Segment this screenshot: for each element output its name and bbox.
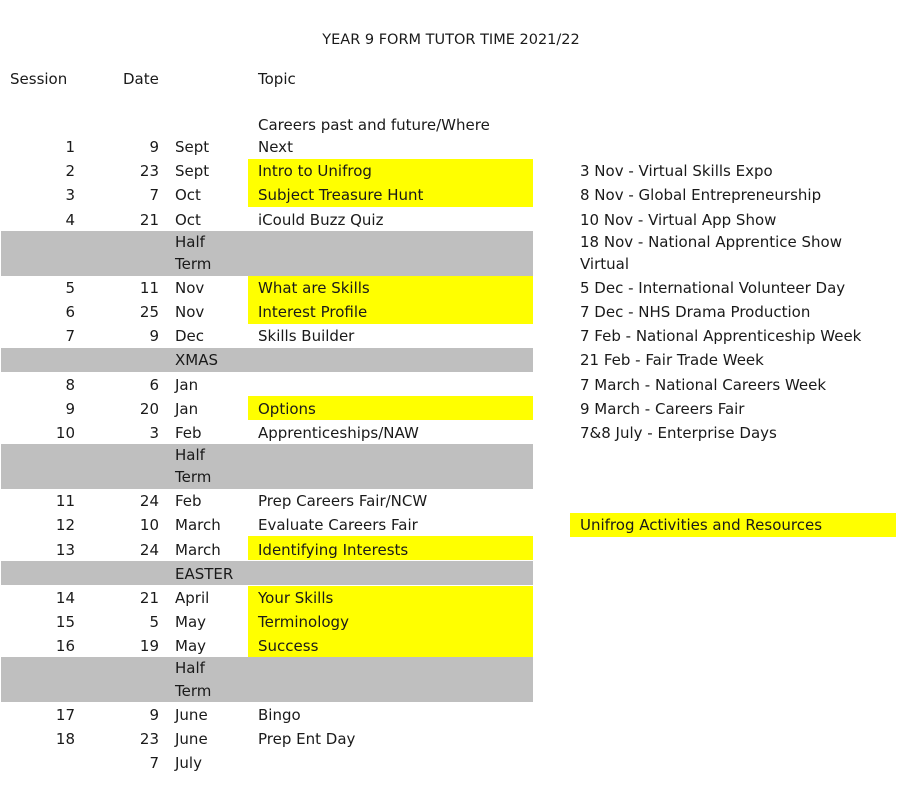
session-number: 10 (55, 424, 75, 442)
easter-label: EASTER (175, 565, 234, 583)
header-topic: Topic (258, 70, 296, 88)
date-day: 24 (139, 492, 159, 510)
topic: Prep Careers Fair/NCW (258, 492, 428, 510)
xmas-label: XMAS (175, 351, 219, 369)
topic: Intro to Unifrog (258, 162, 372, 180)
date-month: May (175, 637, 207, 655)
date-day: 23 (139, 162, 159, 180)
date-month: Oct (175, 186, 201, 204)
date-day: 7 (149, 186, 159, 204)
date-day: 9 (149, 327, 159, 345)
session-number: 6 (65, 303, 75, 321)
event-item: 18 Nov - National Apprentice Show (580, 233, 842, 251)
date-month: Sept (175, 138, 210, 156)
page-title: YEAR 9 FORM TUTOR TIME 2021/22 (322, 32, 580, 48)
date-day: 20 (139, 400, 159, 418)
date-month: June (175, 730, 208, 748)
session-number: 16 (55, 637, 75, 655)
topic: Apprenticeships/NAW (258, 424, 419, 442)
topic: Evaluate Careers Fair (258, 516, 418, 534)
date-day: 5 (149, 613, 159, 631)
session-number: 15 (55, 613, 75, 631)
half-term-label: Half (175, 233, 205, 251)
session-number: 1 (65, 138, 75, 156)
date-month: Jan (175, 376, 199, 394)
session-number: 11 (55, 492, 75, 510)
date-day: 23 (139, 730, 159, 748)
topic: iCould Buzz Quiz (258, 211, 384, 229)
date-day: 21 (139, 211, 159, 229)
easter-band (1, 561, 533, 585)
half-term-label: Half (175, 659, 205, 677)
date-month: Jan (175, 400, 199, 418)
header-session: Session (10, 70, 68, 88)
date-day: 11 (139, 279, 159, 297)
topic: Your Skills (258, 589, 334, 607)
session-number: 8 (65, 376, 75, 394)
topic: Interest Profile (258, 303, 368, 321)
event-item: 7 March - National Careers Week (580, 376, 827, 394)
date-month: Nov (175, 303, 205, 321)
session-number: 12 (55, 516, 75, 534)
date-month: Feb (175, 492, 202, 510)
session-number: 4 (65, 211, 75, 229)
session-number: 5 (65, 279, 75, 297)
date-day: 9 (149, 138, 159, 156)
date-day: 21 (139, 589, 159, 607)
topic: Bingo (258, 706, 301, 724)
date-month: May (175, 613, 207, 631)
date-day: 25 (139, 303, 159, 321)
event-item: 8 Nov - Global Entrepreneurship (580, 186, 822, 204)
event-item: 7 Feb - National Apprenticeship Week (580, 327, 862, 345)
date-month: March (175, 516, 221, 534)
topic: What are Skills (258, 279, 370, 297)
date-day: 9 (149, 706, 159, 724)
date-month: Sept (175, 162, 210, 180)
session-number: 2 (65, 162, 75, 180)
event-item-continued: Virtual (580, 255, 630, 273)
topic: Identifying Interests (258, 541, 409, 559)
date-day: 3 (149, 424, 159, 442)
session-number: 13 (55, 541, 75, 559)
session-number: 3 (65, 186, 75, 204)
half-term-label: Term (175, 255, 212, 273)
event-item: 9 March - Careers Fair (580, 400, 745, 418)
topic: Prep Ent Day (258, 730, 356, 748)
date-day: 19 (139, 637, 159, 655)
session-number: 18 (55, 730, 75, 748)
half-term-band-3 (1, 657, 533, 702)
half-term-label: Term (175, 682, 212, 700)
event-item: 3 Nov - Virtual Skills Expo (580, 162, 773, 180)
topic: Success (258, 637, 319, 655)
date-day: 6 (149, 376, 159, 394)
session-number: 7 (65, 327, 75, 345)
event-item: 7&8 July - Enterprise Days (580, 424, 777, 442)
xmas-band (1, 348, 533, 372)
event-item: 10 Nov - Virtual App Show (580, 211, 777, 229)
topic: Subject Treasure Hunt (258, 186, 424, 204)
date-day: 10 (139, 516, 159, 534)
event-item: 7 Dec - NHS Drama Production (580, 303, 811, 321)
session-number: 14 (55, 589, 75, 607)
header-date: Date (123, 70, 159, 88)
event-item: 21 Feb - Fair Trade Week (580, 351, 764, 369)
topic: Terminology (258, 613, 349, 631)
date-month: March (175, 541, 221, 559)
legend-label: Unifrog Activities and Resources (580, 516, 823, 534)
date-month: April (175, 589, 210, 607)
date-month: Oct (175, 211, 201, 229)
date-month: June (175, 706, 208, 724)
date-day: 7 (149, 754, 159, 772)
event-item: 5 Dec - International Volunteer Day (580, 279, 846, 297)
date-month: July (175, 754, 202, 772)
half-term-label: Term (175, 468, 212, 486)
date-month: Dec (175, 327, 205, 345)
date-day: 24 (139, 541, 159, 559)
date-month: Nov (175, 279, 205, 297)
half-term-band-2 (1, 444, 533, 489)
session-number: 17 (55, 706, 75, 724)
topic: Options (258, 400, 316, 418)
topic-session-1-line2: Next (258, 138, 293, 156)
date-month: Feb (175, 424, 202, 442)
topic: Skills Builder (258, 327, 355, 345)
session-number: 9 (65, 400, 75, 418)
half-term-band-1 (1, 231, 533, 276)
topic-session-1-line1: Careers past and future/Where (258, 116, 490, 134)
half-term-label: Half (175, 446, 205, 464)
